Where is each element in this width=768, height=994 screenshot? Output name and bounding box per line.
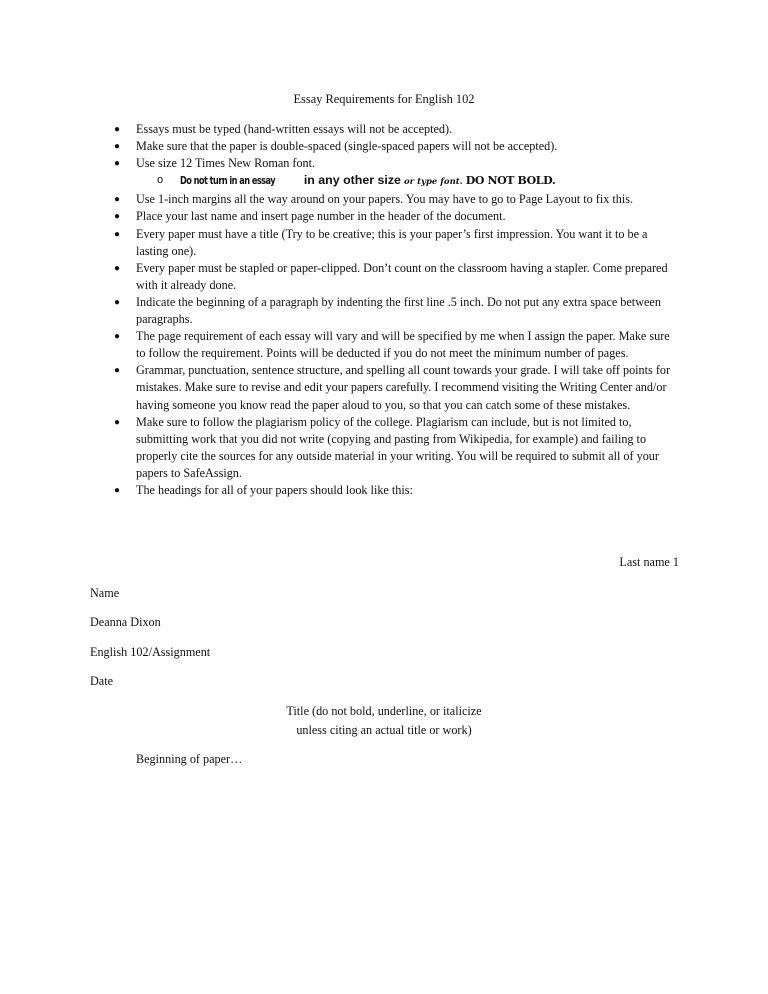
document-title: Essay Requirements for English 102 <box>293 92 475 106</box>
bullet-icon: ● <box>114 211 121 223</box>
list-item-text: Make sure that the paper is double-spaced (single-spaced papers will not be accepted). <box>136 139 558 154</box>
list-item-text: Use size 12 Times New Roman font. <box>136 156 316 171</box>
list-item <box>0 260 674 294</box>
header-last-name: Last name 1 <box>619 555 679 569</box>
bullet-icon: ● <box>114 262 121 274</box>
list-item-text: Indicate the beginning of a paragraph by indenting the first line .5 inch. Do not put any extra space between paragraphs. <box>136 294 661 327</box>
list-item <box>0 294 674 328</box>
sub-item-part4: DO NOT BOLD. <box>465 174 556 188</box>
bullet-icon: ● <box>114 124 121 135</box>
list-item-text: Essays must be typed (hand-written essays will not be accepted). <box>136 122 453 136</box>
list-item <box>0 362 674 413</box>
bullet-icon: ● <box>114 141 121 153</box>
bullet-icon: ● <box>114 365 121 377</box>
sub-item-part1: Do not turn in an essay <box>180 175 276 188</box>
list-item <box>0 328 674 362</box>
heading-course: English 102/Assignment <box>90 645 211 659</box>
heading-date: Date <box>90 674 114 688</box>
list-item-text: The headings for all of your papers should look like this: <box>136 482 413 497</box>
requirements-list <box>0 121 768 499</box>
list-item <box>0 121 674 138</box>
bullet-icon: ● <box>114 331 121 343</box>
paper-title-line1: Title (do not bold, underline, or italicize <box>286 704 482 718</box>
list-item-text: The page requirement of each essay will vary and will be specified by me when I assign the paper. Make sure to follow the requirement. Points will be deducted if you do not meet the minimum number of pages. <box>136 329 670 361</box>
bullet-icon: ● <box>114 194 121 206</box>
paper-beginning: Beginning of paper… <box>136 752 243 766</box>
list-item-text: Place your last name and insert page number in the header of the document. <box>136 209 506 224</box>
list-item-text: Every paper must have a title (Try to be creative; this is your paper’s first impression. You want it to be a lasting one). <box>136 226 648 258</box>
list-item <box>0 155 674 172</box>
paper-title <box>0 702 768 739</box>
list-item-text: Every paper must be stapled or paper-clipped. Don’t count on the classroom having a stapler. Come prepared with it already done. <box>136 260 668 292</box>
heading-instructor: Deanna Dixon <box>90 615 161 629</box>
heading-name: Name <box>90 586 120 600</box>
bullet-icon: ● <box>114 228 121 240</box>
list-item <box>0 482 674 499</box>
list-item-text: Grammar, punctuation, sentence structure, and spelling all count towards your grade. I will take off points for mistakes. Make sure to revise and edit your papers carefully. I recommend visiting the Writing Center and/or having someone you know read the paper aloud to you, so that you can catch some of these mistakes. <box>136 363 671 412</box>
list-item <box>0 138 674 155</box>
list-item-text: Use 1-inch margins all the way around on your papers. You may have to go to Page Layout to fix this. <box>136 192 634 207</box>
bullet-icon: ● <box>114 484 121 496</box>
bullet-icon: ● <box>114 158 121 170</box>
list-item <box>0 414 674 482</box>
paper-title-line2: unless citing an actual title or work) <box>296 722 472 737</box>
list-item <box>0 208 674 225</box>
list-item-text: Make sure to follow the plagiarism policy of the college. Plagiarism can include, but is not limited to, submitting work that you did not write (copying and pasting from Wikipedia, for example) and failing to properly cite the sources for any outside material in your writing. You will be required to submit all of your papers to SafeAssign. <box>136 414 659 480</box>
sub-item-part2: in any other size <box>303 173 401 188</box>
bullet-icon: ● <box>114 416 121 428</box>
list-item <box>0 191 674 208</box>
sub-item-part3: or type font. <box>403 177 463 188</box>
list-item <box>0 226 674 260</box>
bullet-icon: ● <box>114 296 121 308</box>
sub-list-item <box>0 172 680 191</box>
sub-bullet-icon: o <box>157 174 164 187</box>
